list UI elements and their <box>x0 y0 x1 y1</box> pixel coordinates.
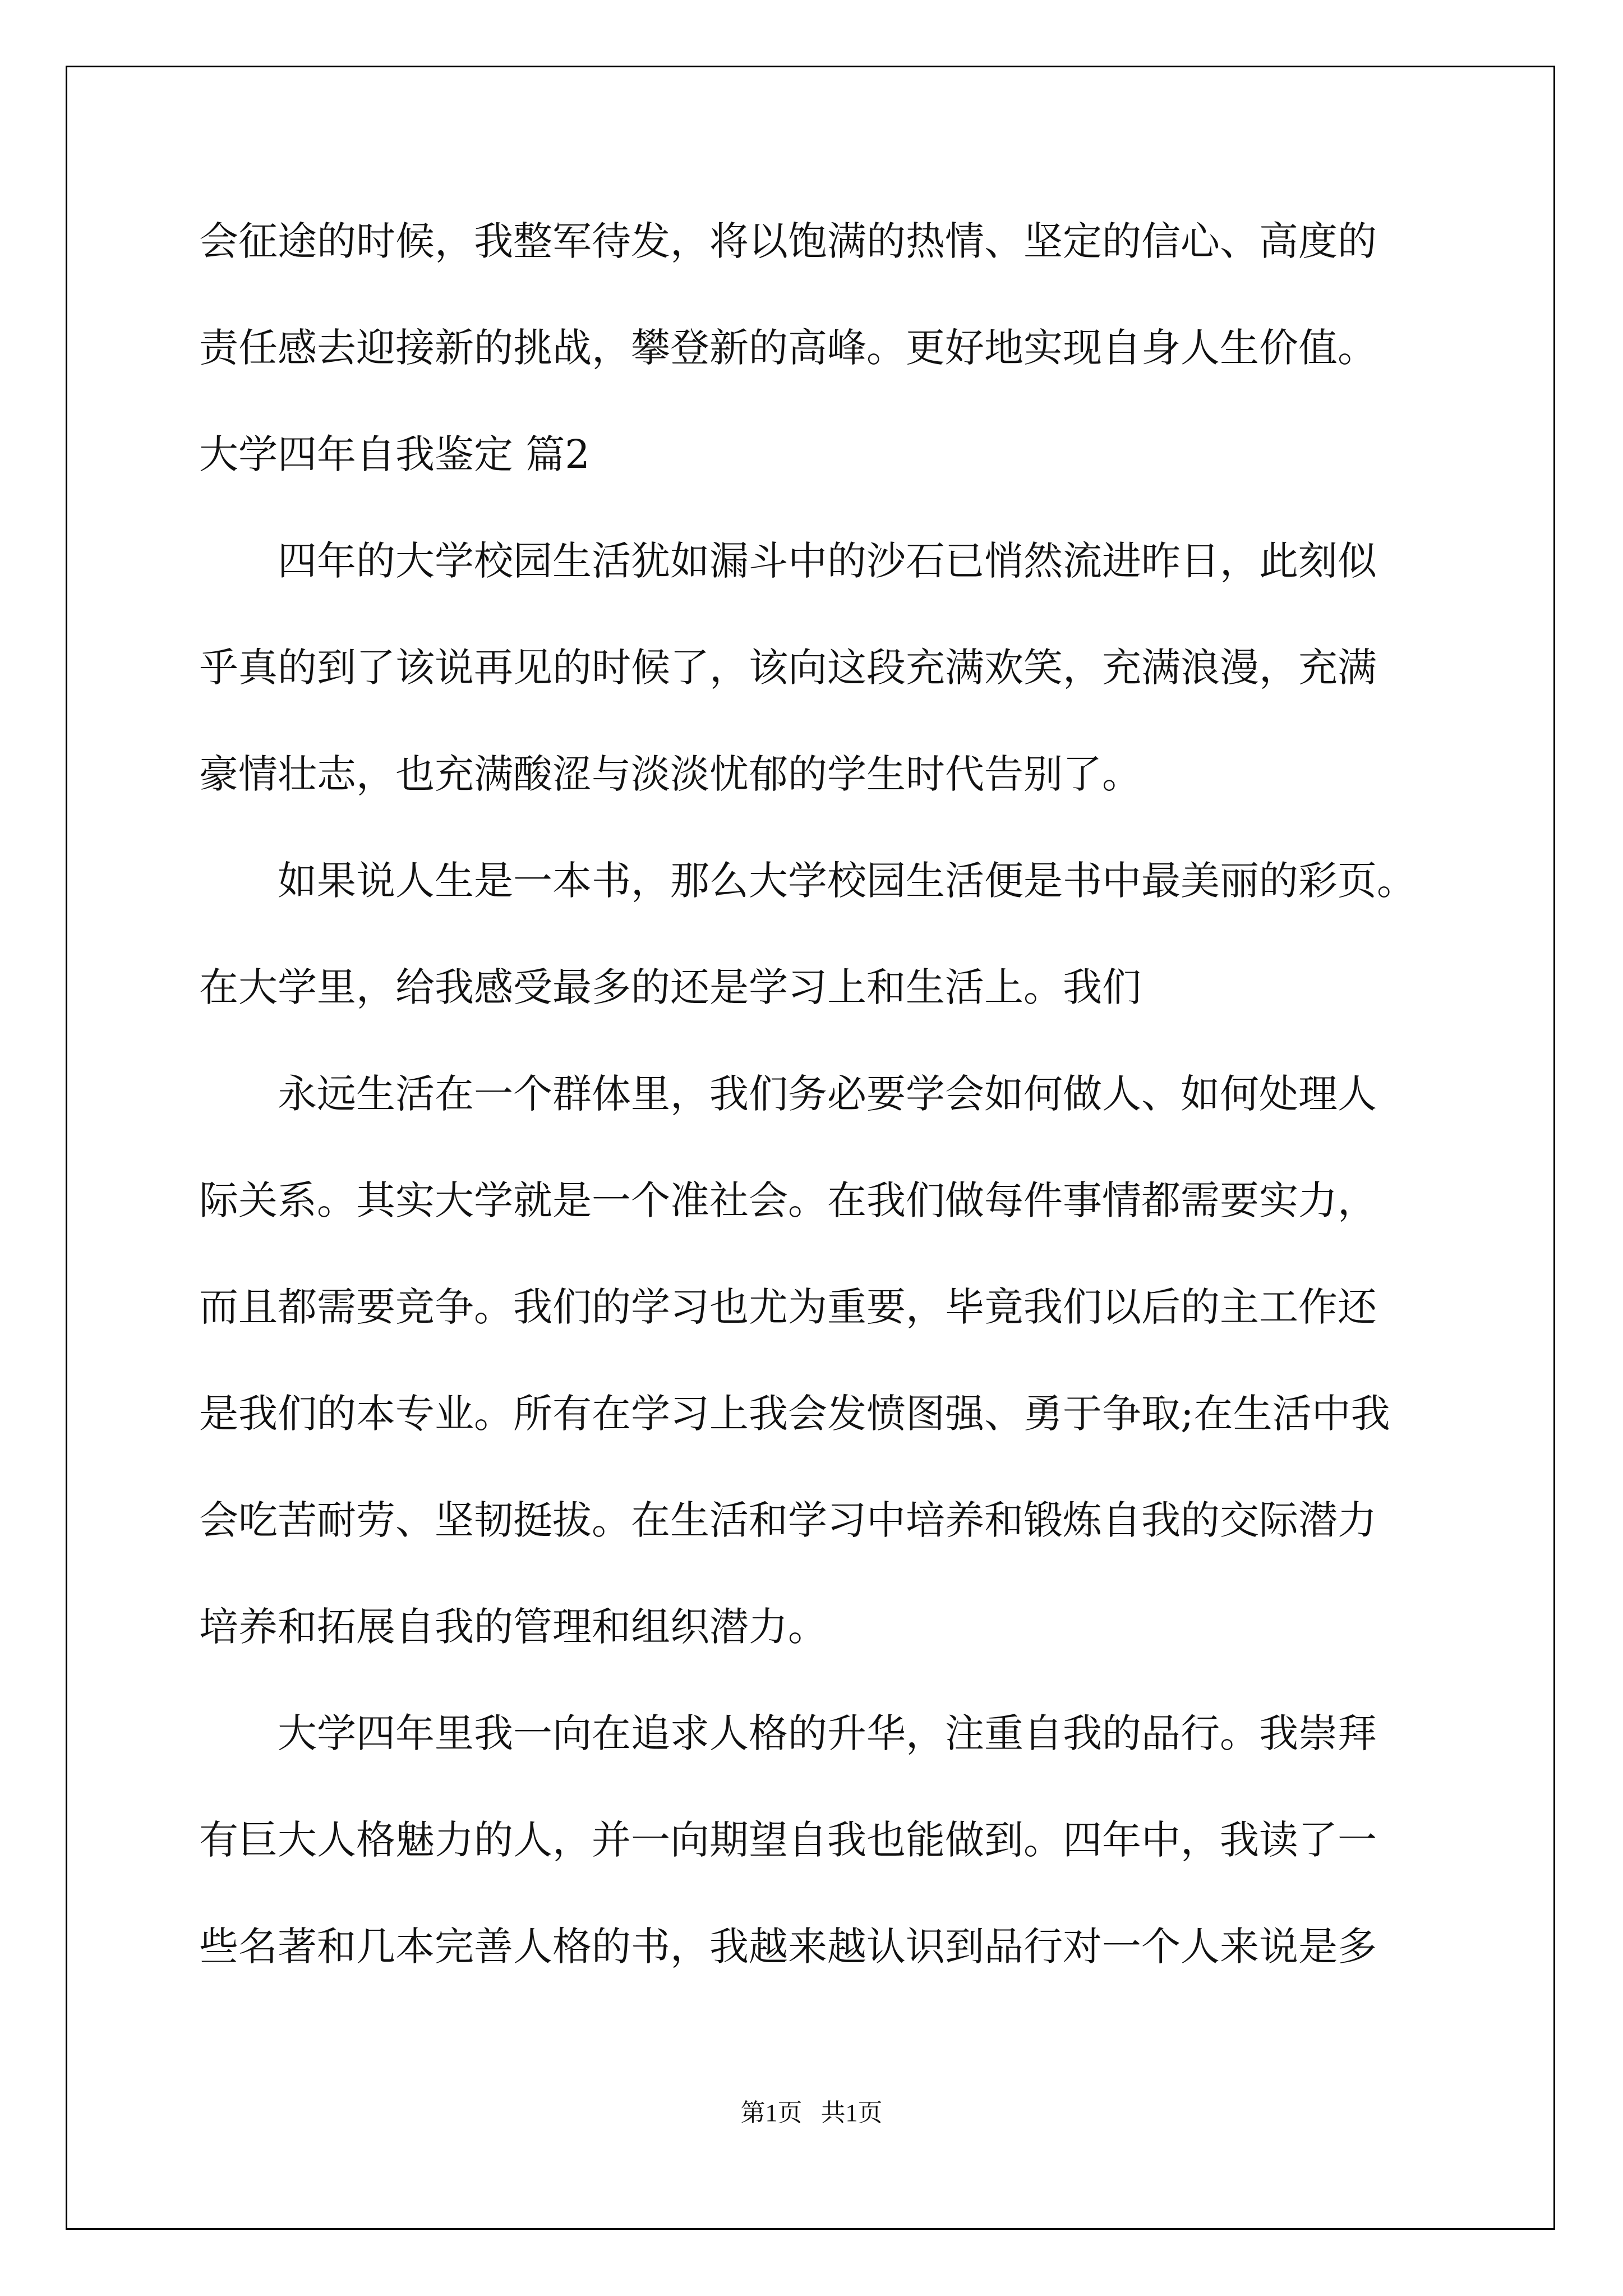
text-line: 四年的大学校园生活犹如漏斗中的沙石已悄然流进昨日，此刻似 <box>278 538 1377 584</box>
text-line: 乎真的到了该说再见的时候了，该向这段充满欢笑，充满浪漫，充满 <box>199 645 1377 691</box>
document-body <box>199 218 1432 2033</box>
text-line: 会征途的时候，我整军待发，将以饱满的热情、坚定的信心、高度的 <box>199 218 1377 264</box>
text-line: 培养和拓展自我的管理和组织潜力。 <box>199 1604 827 1650</box>
text-line: 豪情壮志，也充满酸涩与淡淡忧郁的学生时代告别了。 <box>199 751 1141 797</box>
text-line: 些名著和几本完善人格的书，我越来越认识到品行对一个人来说是多 <box>199 1924 1377 1970</box>
text-line: 际关系。其实大学就是一个准社会。在我们做每件事情都需要实力， <box>199 1177 1377 1223</box>
text-line: 而且都需要竞争。我们的学习也尤为重要，毕竟我们以后的主工作还 <box>199 1284 1377 1330</box>
text-line: 在大学里，给我感受最多的还是学习上和生活上。我们 <box>199 964 1141 1010</box>
text-line: 如果说人生是一本书，那么大学校园生活便是书中最美丽的彩页。 <box>278 858 1416 904</box>
text-line: 是我们的本专业。所有在学习上我会发愤图强、勇于争取;在生活中我 <box>199 1391 1390 1437</box>
text-line: 永远生活在一个群体里，我们务必要学会如何做人、如何处理人 <box>278 1071 1377 1117</box>
text-line: 责任感去迎接新的挑战，攀登新的高峰。更好地实现自身人生价值。 <box>199 325 1377 371</box>
text-line: 有巨大人格魅力的人，并一向期望自我也能做到。四年中，我读了一 <box>199 1817 1377 1863</box>
section-heading: 大学四年自我鉴定 篇2 <box>199 431 590 477</box>
text-line: 大学四年里我一向在追求人格的升华，注重自我的品行。我崇拜 <box>278 1710 1377 1756</box>
text-line: 会吃苦耐劳、坚韧挺拔。在生活和学习中培养和锻炼自我的交际潜力 <box>199 1497 1377 1543</box>
page-footer: 第1页 共1页 <box>740 2099 883 2127</box>
